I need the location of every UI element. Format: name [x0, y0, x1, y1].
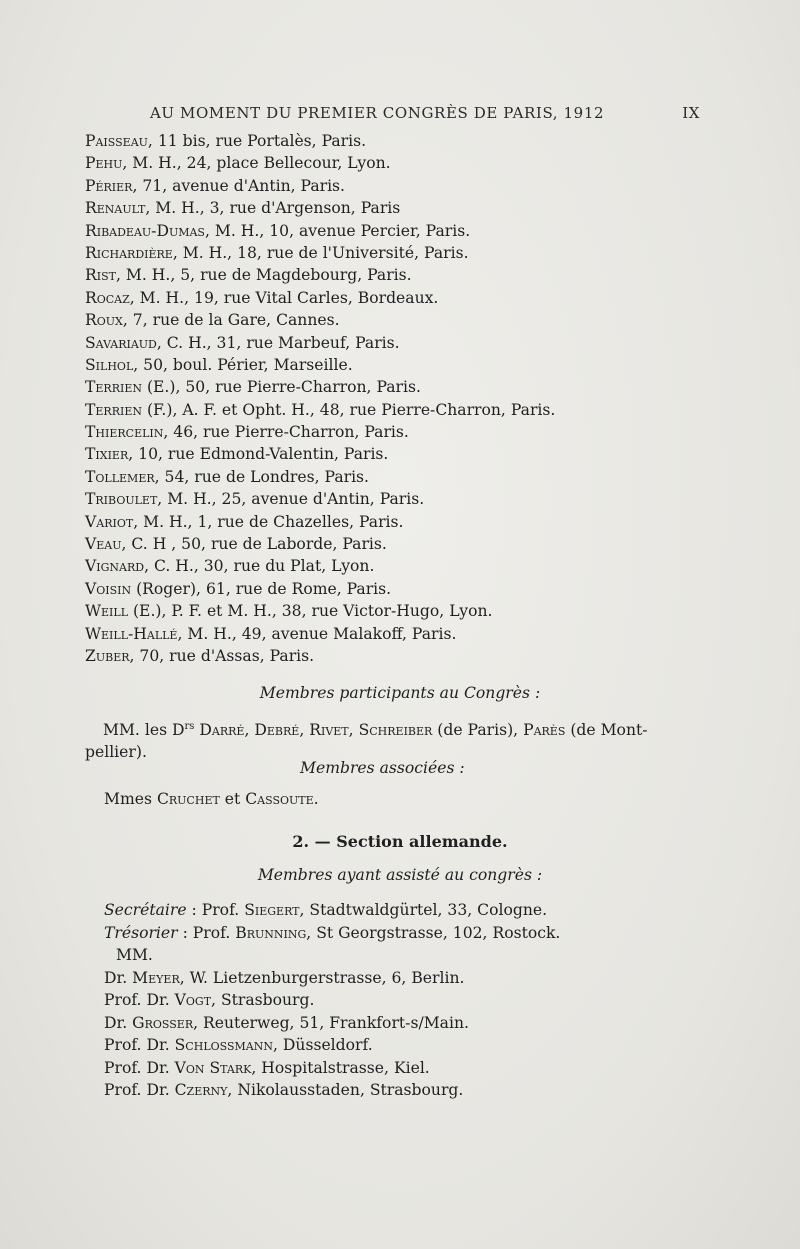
list-item: Variot, M. H., 1, rue de Chazelles, Paris.: [85, 512, 404, 531]
list-item: Weill (E.), P. F. et M. H., 38, rue Victor-Hugo, Lyon.: [85, 602, 493, 621]
list-item: Voisin (Roger), 61, rue de Rome, Paris.: [85, 579, 392, 598]
list-item: Savariaud, C. H., 31, rue Marbeuf, Paris.: [85, 333, 400, 352]
list-item: Prof. Dr. Von Stark, Hospitalstrasse, Kiel.: [104, 1058, 430, 1077]
list-item: Dr. Grosser, Reuterweg, 51, Frankfort-s/Main.: [104, 1013, 469, 1032]
list-item: Renault, M. H., 3, rue d'Argenson, Paris: [85, 199, 401, 218]
section-title: 2. — Section allemande.: [292, 832, 508, 851]
list-item: Triboulet, M. H., 25, avenue d'Antin, Paris.: [85, 490, 425, 509]
associees-line: Mmes Cruchet et Cassoute.: [104, 790, 319, 808]
list-item: Secrétaire : Prof. Siegert, Stadtwaldgürtel, 33, Cologne.: [104, 901, 548, 919]
list-item: Ribadeau-Dumas, M. H., 10, avenue Percier, Paris.: [85, 221, 471, 240]
list-item: Dr. Meyer, W. Lietzenburgerstrasse, 6, Berlin.: [104, 968, 465, 987]
german-member-list: [104, 899, 704, 1102]
list-item: Paisseau, 11 bis, rue Portalès, Paris.: [85, 132, 367, 150]
participants-heading: Membres participants au Congrès :: [259, 684, 541, 702]
list-item: Zuber, 70, rue d'Assas, Paris.: [85, 646, 315, 665]
list-item: Richardière, M. H., 18, rue de l'Université, Paris.: [85, 243, 469, 262]
list-item: MM.: [116, 946, 153, 964]
french-member-list: [85, 130, 725, 667]
list-item: Tixier, 10, rue Edmond-Valentin, Paris.: [85, 445, 389, 464]
list-item: Tollemer, 54, rue de Londres, Paris.: [85, 467, 370, 486]
section-subheading: Membres ayant assisté au congrès :: [257, 866, 543, 884]
list-item: Pehu, M. H., 24, place Bellecour, Lyon.: [85, 154, 391, 173]
associees-heading: Membres associées :: [300, 759, 465, 777]
list-item: Silhol, 50, boul. Périer, Marseille.: [85, 355, 353, 374]
list-item: Rocaz, M. H., 19, rue Vital Carles, Bordeaux.: [85, 288, 439, 307]
list-item: Prof. Dr. Schlossmann, Düsseldorf.: [104, 1036, 373, 1054]
list-item: Roux, 7, rue de la Gare, Cannes.: [85, 311, 340, 330]
list-item: Prof. Dr. Vogt, Strasbourg.: [104, 991, 315, 1009]
list-item: Vignard, C. H., 30, rue du Plat, Lyon.: [85, 557, 375, 576]
list-item: Veau, C. H , 50, rue de Laborde, Paris.: [85, 535, 387, 554]
list-item: Périer, 71, avenue d'Antin, Paris.: [85, 176, 346, 195]
page-number: IX: [682, 104, 700, 122]
participants-paragraph: MM. les $D^{rs}$ Darré, Debré, Rivet, Schreiber (de Paris), Parès (de Mont- pellier).: [85, 721, 648, 762]
list-item: Weill-Hallé, M. H., 49, avenue Malakoff, Paris.: [85, 624, 457, 643]
running-title: AU MOMENT DU PREMIER CONGRÈS DE PARIS, 1912: [150, 104, 605, 122]
list-item: Trésorier : Prof. Brunning, St Georgstrasse, 102, Rostock.: [104, 923, 561, 942]
list-item: Terrien (E.), 50, rue Pierre-Charron, Paris.: [85, 378, 421, 397]
list-item: Prof. Dr. Czerny, Nikolausstaden, Strasbourg.: [104, 1081, 464, 1099]
list-item: Rist, M. H., 5, rue de Magdebourg, Paris.: [85, 266, 412, 285]
list-item: Thiercelin, 46, rue Pierre-Charron, Paris.: [85, 423, 409, 442]
list-item: Terrien (F.), A. F. et Opht. H., 48, rue Pierre-Charron, Paris.: [85, 400, 556, 419]
